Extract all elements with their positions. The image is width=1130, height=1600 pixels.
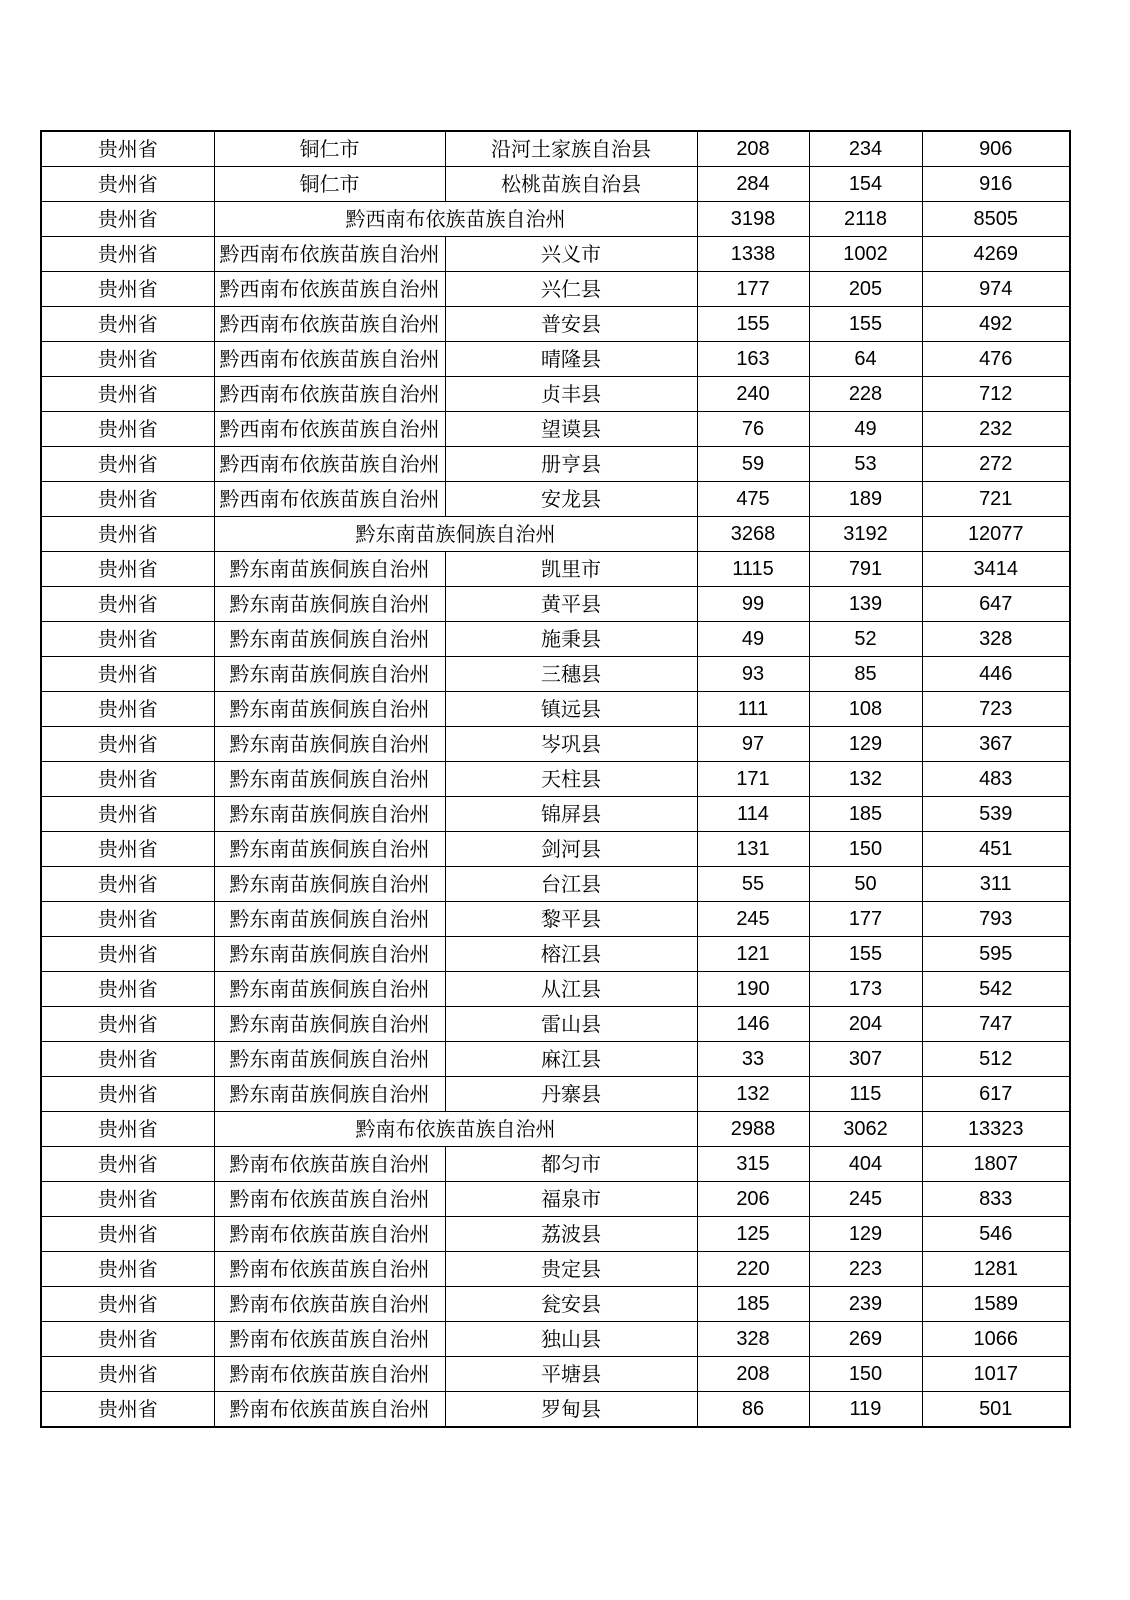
county-cell: 望谟县 [445,412,697,447]
table-row [41,1042,1070,1077]
city-cell: 黔南布依族苗族自治州 [214,1217,445,1252]
city-cell: 黔东南苗族侗族自治州 [214,727,445,762]
value-cell-3: 446 [922,657,1070,692]
value-cell-2: 119 [809,1392,922,1428]
value-cell-3: 546 [922,1217,1070,1252]
city-cell: 黔西南布依族苗族自治州 [214,377,445,412]
province-cell: 贵州省 [41,587,214,622]
value-cell-3: 1807 [922,1147,1070,1182]
value-cell-2: 3192 [809,517,922,552]
value-cell-1: 125 [697,1217,809,1252]
province-cell: 贵州省 [41,1322,214,1357]
city-cell: 黔东南苗族侗族自治州 [214,867,445,902]
value-cell-3: 476 [922,342,1070,377]
table-row [41,587,1070,622]
value-cell-2: 3062 [809,1112,922,1147]
value-cell-1: 1115 [697,552,809,587]
table-row [41,1357,1070,1392]
value-cell-3: 512 [922,1042,1070,1077]
county-cell: 兴仁县 [445,272,697,307]
table-row [41,902,1070,937]
city-cell: 黔南布依族苗族自治州 [214,1287,445,1322]
province-cell: 贵州省 [41,657,214,692]
county-cell: 锦屏县 [445,797,697,832]
value-cell-2: 791 [809,552,922,587]
city-cell: 黔东南苗族侗族自治州 [214,622,445,657]
value-cell-2: 129 [809,727,922,762]
value-cell-1: 131 [697,832,809,867]
city-cell: 黔西南布依族苗族自治州 [214,342,445,377]
table-row [41,867,1070,902]
value-cell-1: 208 [697,131,809,167]
value-cell-3: 793 [922,902,1070,937]
city-cell: 铜仁市 [214,167,445,202]
value-cell-1: 59 [697,447,809,482]
city-cell: 黔东南苗族侗族自治州 [214,692,445,727]
value-cell-2: 239 [809,1287,922,1322]
value-cell-3: 721 [922,482,1070,517]
value-cell-2: 205 [809,272,922,307]
value-cell-3: 542 [922,972,1070,1007]
county-cell: 贞丰县 [445,377,697,412]
province-cell: 贵州省 [41,1217,214,1252]
value-cell-3: 13323 [922,1112,1070,1147]
province-cell: 贵州省 [41,1357,214,1392]
city-cell: 黔西南布依族苗族自治州 [214,482,445,517]
province-cell: 贵州省 [41,1252,214,1287]
table-row [41,447,1070,482]
province-cell: 贵州省 [41,867,214,902]
table-row [41,797,1070,832]
city-cell: 黔东南苗族侗族自治州 [214,832,445,867]
city-cell: 黔南布依族苗族自治州 [214,1252,445,1287]
city-cell: 黔南布依族苗族自治州 [214,1357,445,1392]
prefecture-total-cell: 黔西南布依族苗族自治州 [214,202,697,237]
value-cell-3: 492 [922,307,1070,342]
value-cell-1: 240 [697,377,809,412]
value-cell-2: 228 [809,377,922,412]
value-cell-1: 97 [697,727,809,762]
county-cell: 沿河土家族自治县 [445,131,697,167]
province-cell: 贵州省 [41,1182,214,1217]
value-cell-3: 1281 [922,1252,1070,1287]
province-cell: 贵州省 [41,237,214,272]
city-cell: 黔东南苗族侗族自治州 [214,587,445,622]
value-cell-1: 315 [697,1147,809,1182]
value-cell-3: 1589 [922,1287,1070,1322]
table-row [41,972,1070,1007]
value-cell-3: 483 [922,762,1070,797]
value-cell-1: 328 [697,1322,809,1357]
table-row [41,937,1070,972]
value-cell-1: 475 [697,482,809,517]
value-cell-3: 451 [922,832,1070,867]
table-row [41,1007,1070,1042]
value-cell-1: 76 [697,412,809,447]
county-cell: 册亨县 [445,447,697,482]
province-cell: 贵州省 [41,832,214,867]
value-cell-1: 114 [697,797,809,832]
value-cell-2: 52 [809,622,922,657]
value-cell-2: 115 [809,1077,922,1112]
value-cell-1: 3268 [697,517,809,552]
table-row [41,412,1070,447]
value-cell-2: 2118 [809,202,922,237]
table-row [41,131,1070,167]
province-cell: 贵州省 [41,517,214,552]
value-cell-1: 190 [697,972,809,1007]
value-cell-3: 539 [922,797,1070,832]
province-cell: 贵州省 [41,1077,214,1112]
city-cell: 黔西南布依族苗族自治州 [214,412,445,447]
table-row [41,692,1070,727]
table-row [41,1147,1070,1182]
county-cell: 三穗县 [445,657,697,692]
value-cell-2: 129 [809,1217,922,1252]
province-cell: 贵州省 [41,167,214,202]
value-cell-1: 111 [697,692,809,727]
table-row [41,377,1070,412]
value-cell-3: 311 [922,867,1070,902]
value-cell-1: 33 [697,1042,809,1077]
province-cell: 贵州省 [41,1287,214,1322]
province-cell: 贵州省 [41,762,214,797]
county-cell: 黄平县 [445,587,697,622]
city-cell: 黔东南苗族侗族自治州 [214,657,445,692]
value-cell-1: 121 [697,937,809,972]
county-cell: 麻江县 [445,1042,697,1077]
value-cell-2: 177 [809,902,922,937]
county-cell: 罗甸县 [445,1392,697,1428]
county-cell: 荔波县 [445,1217,697,1252]
value-cell-2: 64 [809,342,922,377]
value-cell-3: 916 [922,167,1070,202]
value-cell-3: 712 [922,377,1070,412]
province-cell: 贵州省 [41,797,214,832]
province-cell: 贵州省 [41,342,214,377]
value-cell-3: 1017 [922,1357,1070,1392]
value-cell-3: 647 [922,587,1070,622]
value-cell-1: 245 [697,902,809,937]
value-cell-1: 171 [697,762,809,797]
value-cell-2: 307 [809,1042,922,1077]
city-cell: 黔西南布依族苗族自治州 [214,237,445,272]
table-row [41,342,1070,377]
province-cell: 贵州省 [41,972,214,1007]
county-cell: 丹寨县 [445,1077,697,1112]
value-cell-1: 177 [697,272,809,307]
value-cell-3: 3414 [922,552,1070,587]
table-row [41,762,1070,797]
value-cell-1: 99 [697,587,809,622]
county-cell: 兴义市 [445,237,697,272]
county-cell: 台江县 [445,867,697,902]
value-cell-3: 747 [922,1007,1070,1042]
value-cell-3: 272 [922,447,1070,482]
value-cell-2: 49 [809,412,922,447]
table-body [41,131,1070,1427]
table-row [41,622,1070,657]
value-cell-2: 132 [809,762,922,797]
table-row [41,237,1070,272]
value-cell-1: 284 [697,167,809,202]
value-cell-3: 906 [922,131,1070,167]
table-row [41,167,1070,202]
province-cell: 贵州省 [41,902,214,937]
city-cell: 黔东南苗族侗族自治州 [214,902,445,937]
province-cell: 贵州省 [41,1147,214,1182]
value-cell-2: 185 [809,797,922,832]
city-cell: 黔东南苗族侗族自治州 [214,1007,445,1042]
county-cell: 晴隆县 [445,342,697,377]
province-cell: 贵州省 [41,937,214,972]
province-cell: 贵州省 [41,1007,214,1042]
county-cell: 雷山县 [445,1007,697,1042]
table-row [41,727,1070,762]
table-row [41,482,1070,517]
province-cell: 贵州省 [41,377,214,412]
county-cell: 平塘县 [445,1357,697,1392]
city-cell: 黔西南布依族苗族自治州 [214,307,445,342]
table-row [41,832,1070,867]
value-cell-2: 154 [809,167,922,202]
county-cell: 普安县 [445,307,697,342]
value-cell-2: 50 [809,867,922,902]
prefecture-total-cell: 黔东南苗族侗族自治州 [214,517,697,552]
province-cell: 贵州省 [41,202,214,237]
value-cell-1: 93 [697,657,809,692]
table-row [41,272,1070,307]
value-cell-3: 12077 [922,517,1070,552]
province-cell: 贵州省 [41,1112,214,1147]
value-cell-2: 189 [809,482,922,517]
value-cell-2: 53 [809,447,922,482]
value-cell-2: 1002 [809,237,922,272]
table-row [41,1252,1070,1287]
city-cell: 黔南布依族苗族自治州 [214,1182,445,1217]
value-cell-2: 404 [809,1147,922,1182]
value-cell-3: 501 [922,1392,1070,1428]
county-cell: 凯里市 [445,552,697,587]
value-cell-3: 8505 [922,202,1070,237]
value-cell-2: 223 [809,1252,922,1287]
value-cell-1: 1338 [697,237,809,272]
province-cell: 贵州省 [41,692,214,727]
province-cell: 贵州省 [41,272,214,307]
city-cell: 黔东南苗族侗族自治州 [214,1042,445,1077]
county-cell: 黎平县 [445,902,697,937]
city-cell: 黔西南布依族苗族自治州 [214,272,445,307]
province-cell: 贵州省 [41,727,214,762]
data-table [40,130,1071,1428]
value-cell-1: 132 [697,1077,809,1112]
value-cell-1: 49 [697,622,809,657]
county-cell: 独山县 [445,1322,697,1357]
table-row [41,552,1070,587]
table-row [41,1217,1070,1252]
value-cell-1: 206 [697,1182,809,1217]
city-cell: 黔东南苗族侗族自治州 [214,762,445,797]
value-cell-2: 108 [809,692,922,727]
table-row [41,307,1070,342]
county-cell: 安龙县 [445,482,697,517]
city-cell: 铜仁市 [214,131,445,167]
table-row [41,517,1070,552]
value-cell-3: 367 [922,727,1070,762]
city-cell: 黔西南布依族苗族自治州 [214,447,445,482]
value-cell-2: 245 [809,1182,922,1217]
county-cell: 天柱县 [445,762,697,797]
value-cell-1: 3198 [697,202,809,237]
value-cell-1: 208 [697,1357,809,1392]
document-page [40,130,1069,1428]
table-row [41,1077,1070,1112]
county-cell: 岑巩县 [445,727,697,762]
value-cell-2: 269 [809,1322,922,1357]
table-row [41,1392,1070,1428]
county-cell: 松桃苗族自治县 [445,167,697,202]
value-cell-1: 163 [697,342,809,377]
value-cell-3: 595 [922,937,1070,972]
value-cell-1: 155 [697,307,809,342]
city-cell: 黔东南苗族侗族自治州 [214,972,445,1007]
province-cell: 贵州省 [41,131,214,167]
prefecture-total-cell: 黔南布依族苗族自治州 [214,1112,697,1147]
table-row [41,1112,1070,1147]
value-cell-3: 833 [922,1182,1070,1217]
province-cell: 贵州省 [41,412,214,447]
county-cell: 镇远县 [445,692,697,727]
city-cell: 黔东南苗族侗族自治州 [214,552,445,587]
value-cell-3: 328 [922,622,1070,657]
city-cell: 黔东南苗族侗族自治州 [214,937,445,972]
value-cell-3: 617 [922,1077,1070,1112]
value-cell-1: 55 [697,867,809,902]
value-cell-3: 1066 [922,1322,1070,1357]
value-cell-2: 85 [809,657,922,692]
value-cell-3: 4269 [922,237,1070,272]
value-cell-2: 150 [809,832,922,867]
province-cell: 贵州省 [41,1042,214,1077]
table-row [41,657,1070,692]
city-cell: 黔南布依族苗族自治州 [214,1392,445,1428]
county-cell: 贵定县 [445,1252,697,1287]
value-cell-2: 155 [809,307,922,342]
city-cell: 黔南布依族苗族自治州 [214,1147,445,1182]
county-cell: 剑河县 [445,832,697,867]
value-cell-1: 185 [697,1287,809,1322]
value-cell-1: 2988 [697,1112,809,1147]
value-cell-1: 146 [697,1007,809,1042]
province-cell: 贵州省 [41,1392,214,1428]
table-row [41,1287,1070,1322]
value-cell-2: 139 [809,587,922,622]
county-cell: 施秉县 [445,622,697,657]
value-cell-2: 234 [809,131,922,167]
county-cell: 福泉市 [445,1182,697,1217]
city-cell: 黔东南苗族侗族自治州 [214,1077,445,1112]
value-cell-2: 173 [809,972,922,1007]
value-cell-1: 220 [697,1252,809,1287]
value-cell-3: 974 [922,272,1070,307]
table-row [41,202,1070,237]
city-cell: 黔南布依族苗族自治州 [214,1322,445,1357]
table-row [41,1322,1070,1357]
table-row [41,1182,1070,1217]
city-cell: 黔东南苗族侗族自治州 [214,797,445,832]
value-cell-2: 150 [809,1357,922,1392]
province-cell: 贵州省 [41,307,214,342]
value-cell-3: 723 [922,692,1070,727]
value-cell-2: 155 [809,937,922,972]
county-cell: 瓮安县 [445,1287,697,1322]
county-cell: 从江县 [445,972,697,1007]
province-cell: 贵州省 [41,482,214,517]
county-cell: 榕江县 [445,937,697,972]
value-cell-3: 232 [922,412,1070,447]
value-cell-2: 204 [809,1007,922,1042]
province-cell: 贵州省 [41,447,214,482]
province-cell: 贵州省 [41,622,214,657]
province-cell: 贵州省 [41,552,214,587]
county-cell: 都匀市 [445,1147,697,1182]
value-cell-1: 86 [697,1392,809,1428]
